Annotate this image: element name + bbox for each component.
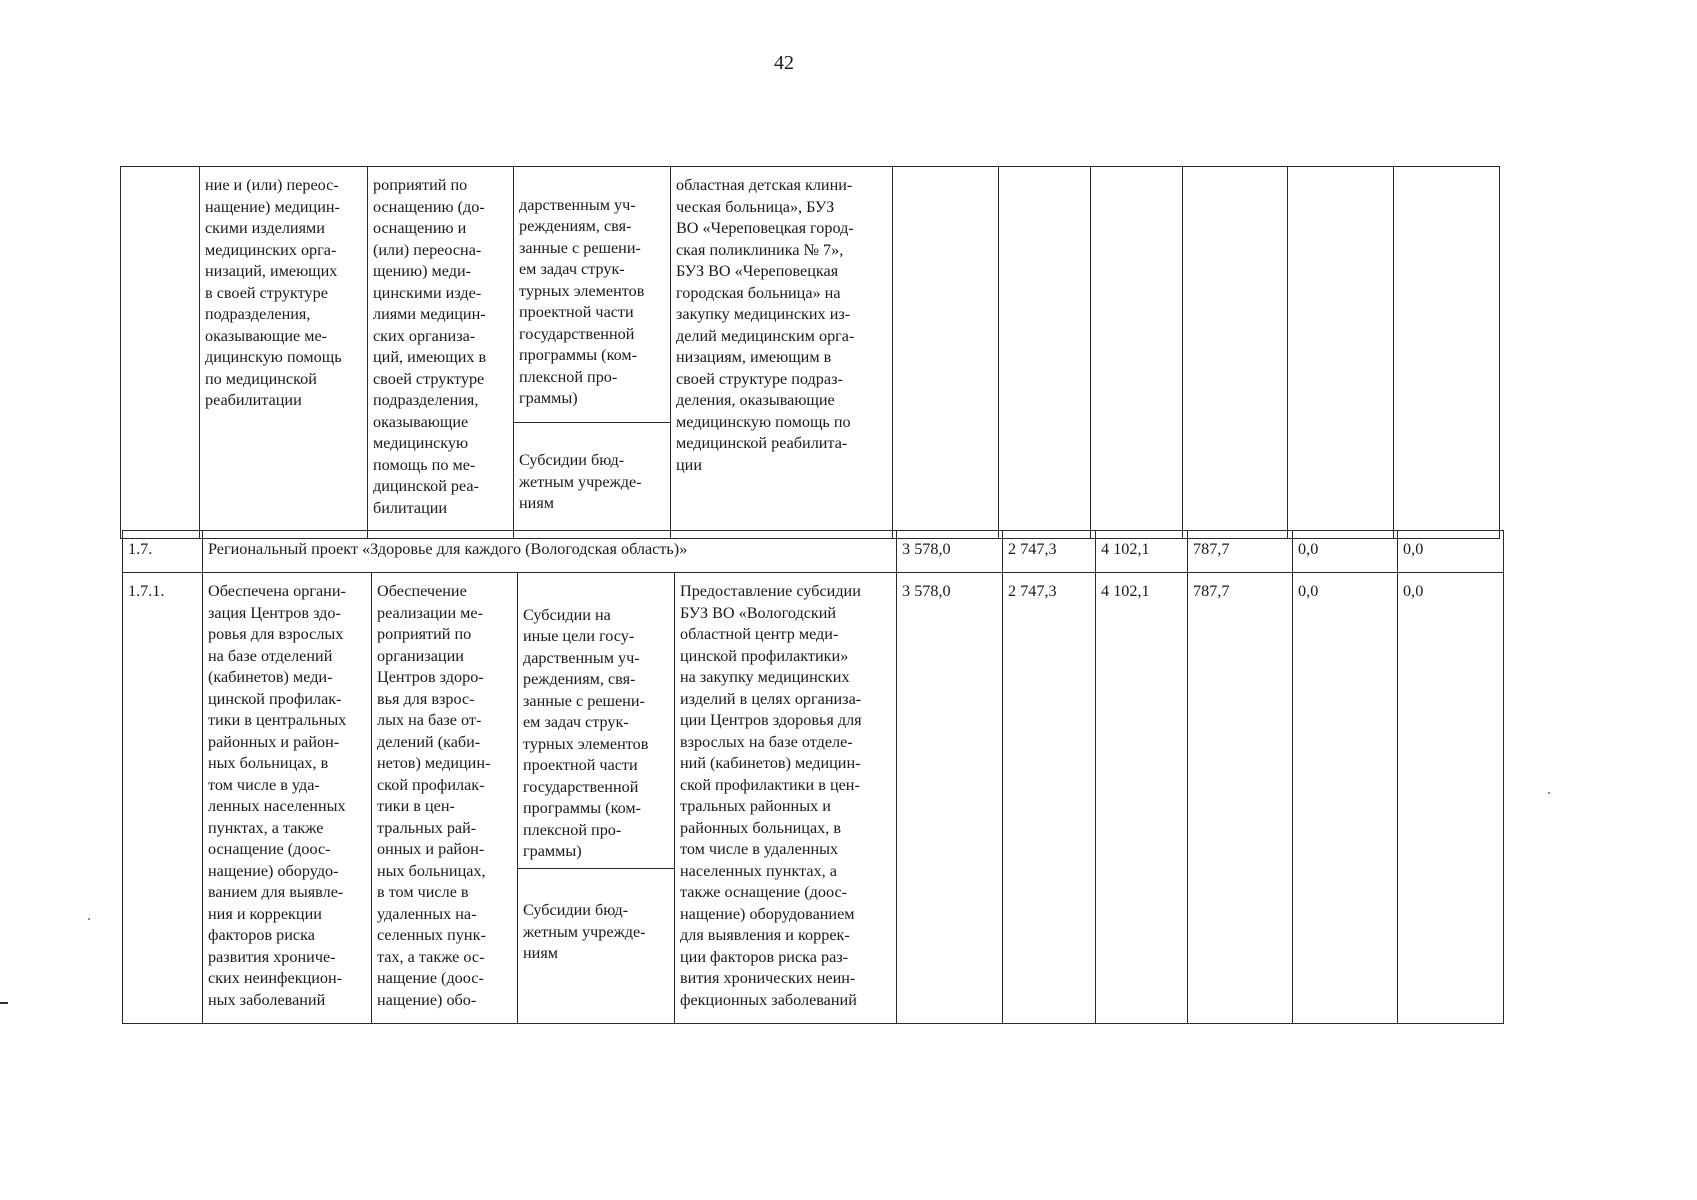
result-cell: Обеспечена органи- зация Центров здо- ровья для взрослых на базе отделений (кабинетов) меди- цинской профилак- тики в центральных районных и район- ных больницах, в том числе в уда- ленных населенных пунктах, а также оснащение (доос- нащение) оборудо- ванием для выявле- ния и коррекции факторов риска развития хрониче- ских неинфекцион- ных заболеваний <box>203 573 372 1024</box>
subsidy-type-bottom: Субсидии бюд- жетным учрежде- ниям <box>523 901 646 962</box>
project-value: 787,7 <box>1188 531 1293 573</box>
subsidy-type-cell <box>518 573 675 1024</box>
project-title: Региональный проект «Здоровье для каждого (Вологодская область)» <box>203 531 897 573</box>
value-cell <box>1183 167 1288 539</box>
row-number-cell <box>121 167 200 539</box>
table-row <box>121 167 1500 539</box>
measure-cell: роприятий по оснащению (до- оснащению и (или) переосна- щению) меди- цинскими изде- лиями медицин- ских организа- ций, имеющих в своей структуре подразделения, оказывающие медицинскую помощь по ме- дицинской реа- билитации <box>368 167 514 539</box>
page-number: 42 <box>774 52 794 74</box>
project-value: 0,0 <box>1398 531 1504 573</box>
project-value: 2 747,3 <box>1003 531 1096 573</box>
project-row <box>123 531 1504 573</box>
scan-edge-mark <box>0 1002 8 1004</box>
item-value: 3 578,0 <box>897 573 1003 1024</box>
budget-table <box>122 530 1504 1024</box>
subsidy-type-bottom: Субсидии бюд- жетным учрежде- ниям <box>519 451 642 512</box>
item-value: 2 747,3 <box>1003 573 1096 1024</box>
item-value: 0,0 <box>1398 573 1504 1024</box>
subsidy-type-cell <box>514 167 671 539</box>
project-number: 1.7. <box>123 531 203 573</box>
measure-cell: Обеспечение реализации ме- роприятий по организации Центров здоро- вья для взрос- лых на базе от- делений (каби- нетов) медицин- ской профилак- тики в цен- тральных рай- онных и район- ных больницах, в том числе в удаленных на- селенных пунк- тах, а также ос- нащение (доос- нащение) обо- <box>372 573 518 1024</box>
value-cell <box>1091 167 1183 539</box>
value-cell <box>1394 167 1500 539</box>
item-number: 1.7.1. <box>123 573 203 1024</box>
item-value: 787,7 <box>1188 573 1293 1024</box>
project-value: 3 578,0 <box>897 531 1003 573</box>
description-cell: областная детская клини- ческая больница», БУЗ ВО «Череповецкая город- ская поликлиника № 7», БУЗ ВО «Череповецкая городская больница» на закупку медицинских из- делий медицинским орга- низациям, имеющим в своей структуре подраз- деления, оказывающие медицинскую помощь по медицинской реабилита- ции <box>671 167 893 539</box>
value-cell <box>999 167 1091 539</box>
value-cell <box>893 167 999 539</box>
item-value: 0,0 <box>1293 573 1398 1024</box>
project-value: 4 102,1 <box>1096 531 1188 573</box>
description-cell: Предоставление субсидии БУЗ ВО «Вологодский областной центр меди- цинской профилактики» на закупку медицинских изделий в целях организа- ции Центров здоровья для взрослых на базе отделе- ний (кабинетов) медицин- ской профилактики в цен- тральных районных и районных больницах, в том числе в удаленных населенных пунктах, а также оснащение (доос- нащение) оборудованием для выявления и коррек- ции факторов риска раз- вития хронических неин- фекционных заболеваний <box>675 573 897 1024</box>
value-cell <box>1288 167 1394 539</box>
subsidy-type-top: Субсидии на иные цели госу- дарственным уч- реждениям, свя- занные с решени- ем задач струк- турных элементов проектной части государственной программы (ком- плексной про- граммы) <box>518 595 674 869</box>
project-value: 0,0 <box>1293 531 1398 573</box>
item-value: 4 102,1 <box>1096 573 1188 1024</box>
scan-speck <box>88 918 90 920</box>
budget-table-continued <box>120 166 1500 539</box>
item-row <box>123 573 1504 1024</box>
subsidy-type-top: дарственным уч- реждениям, свя- занные с решени- ем задач струк- турных элементов проектной части государственной программы (ком- плексной про- граммы) <box>514 189 670 423</box>
result-cell: ние и (или) переос- нащение) медицин- скими изделиями медицинских орга- низаций, имеющих в своей структуре подразделения, оказывающие ме- дицинскую помощь по медицинской реабилитации <box>200 167 368 539</box>
scan-speck <box>1548 792 1550 794</box>
